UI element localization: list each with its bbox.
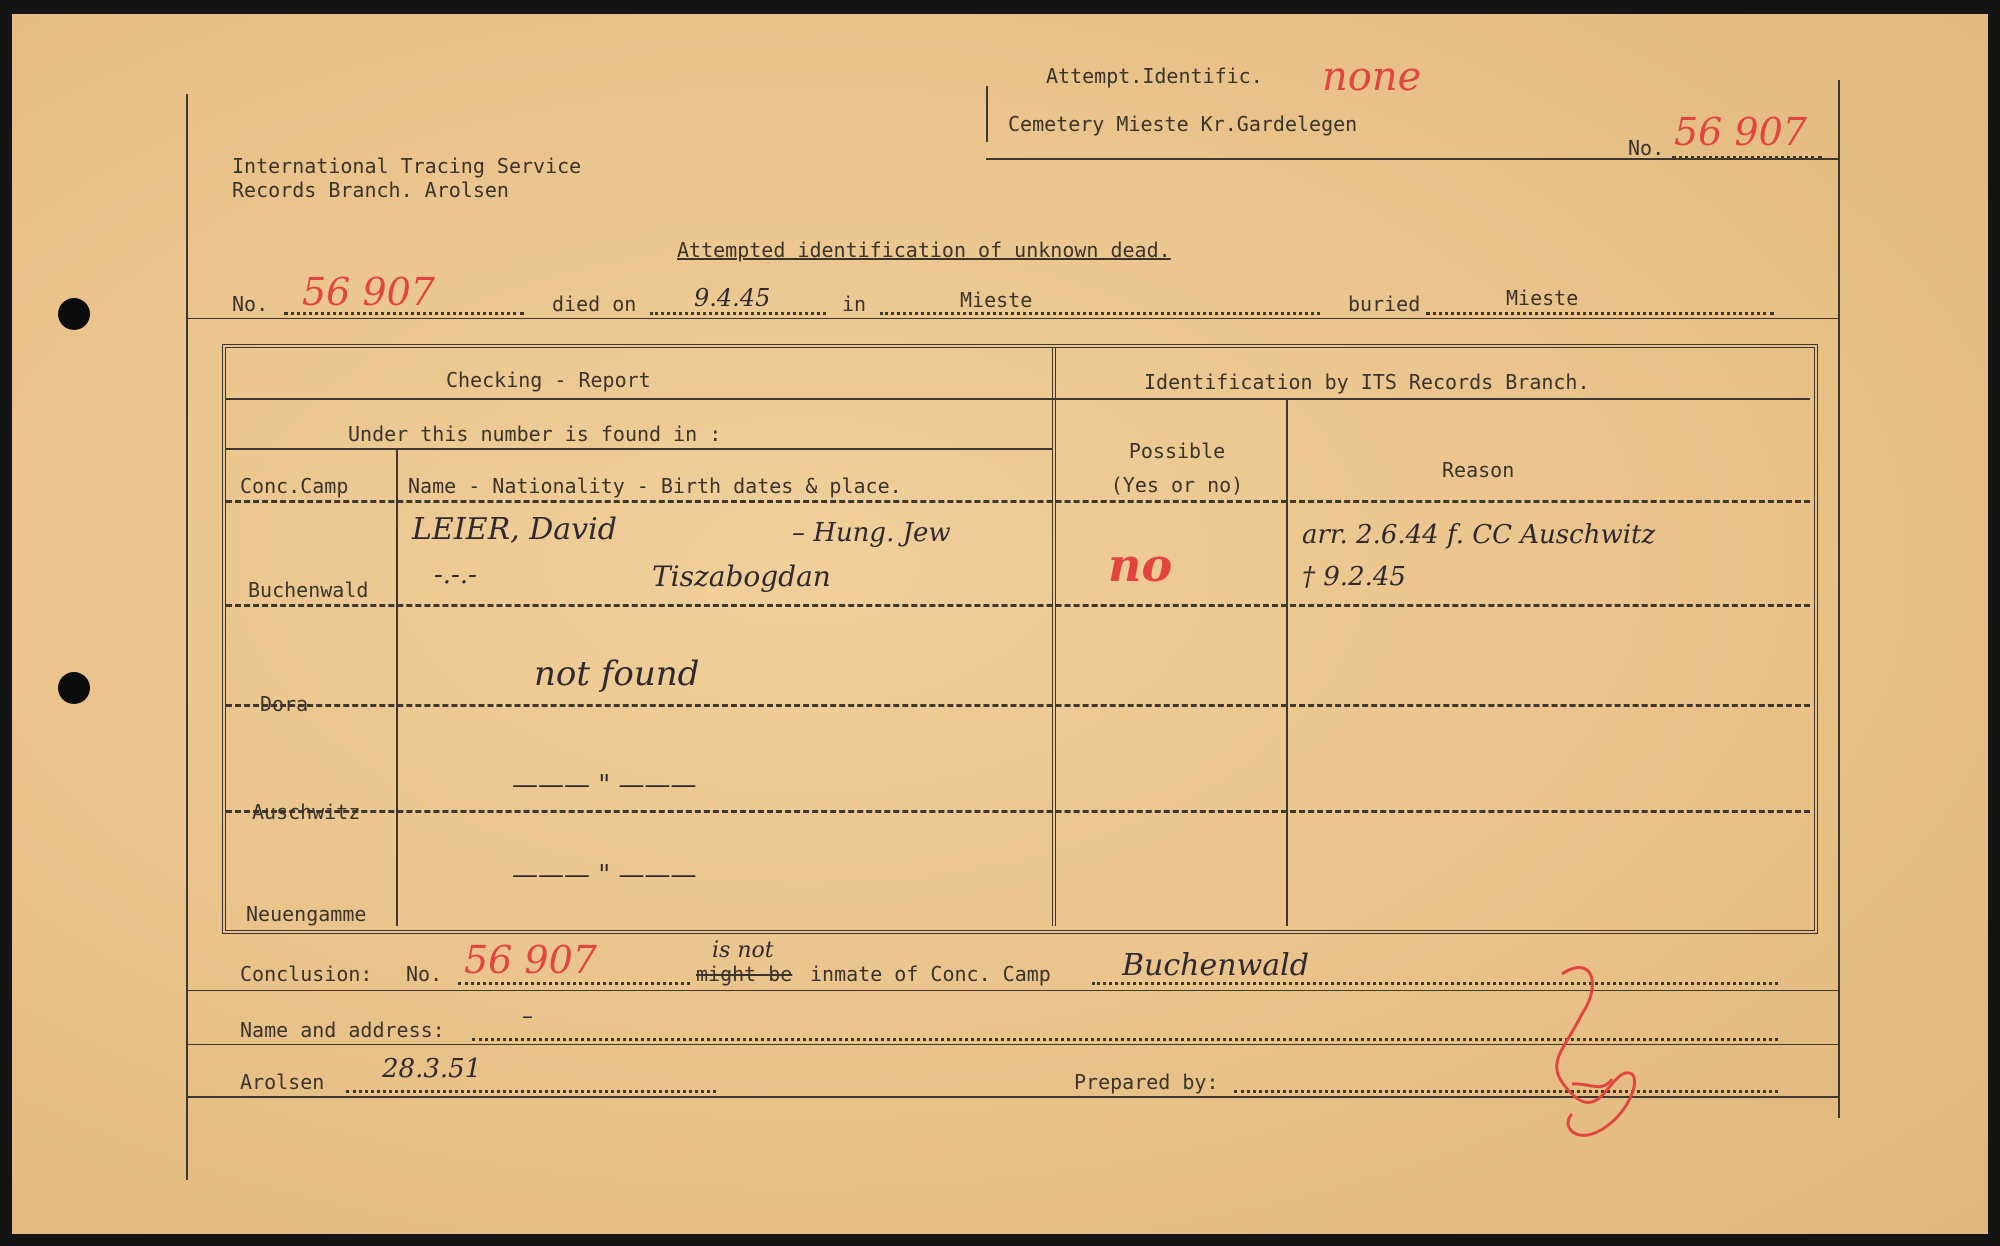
camp-col-divider [396, 448, 398, 926]
in-label: in [842, 292, 867, 316]
checking-report-heading: Checking - Report [446, 368, 651, 392]
conclusion-no-dots [458, 982, 690, 985]
camp-auschwitz: Auschwitz [252, 800, 361, 824]
cemetery-label: Cemetery Mieste Kr.Gardelegen [1008, 112, 1358, 136]
signature-mark [1532, 954, 1652, 1154]
left-border-line [186, 94, 188, 1180]
col-possible-header: Possible (Yes or no) [1110, 439, 1244, 497]
name-address-value: – [522, 1004, 533, 1029]
row2-name: not found [534, 654, 700, 694]
buried-label: buried [1348, 292, 1421, 316]
row1-reason-death: † 9.2.45 [1302, 562, 1406, 592]
heading-row-line [226, 398, 1810, 400]
date-value: 28.3.51 [382, 1054, 482, 1084]
row-line-3 [226, 810, 1810, 813]
died-label: died on [552, 292, 637, 316]
form-title: Attempted identification of unknown dead. [677, 238, 1171, 262]
row-line-2 [226, 704, 1810, 707]
buried-dots [1426, 312, 1774, 315]
buried-value: Mieste [1506, 286, 1579, 310]
arolsen-label: Arolsen [240, 1070, 325, 1094]
conclusion-inserted-text: is not [712, 938, 774, 963]
no-value: 56 907 [302, 270, 435, 314]
row3-name: ——— " ——— [512, 770, 697, 800]
conclusion-no-label: No. [406, 962, 443, 986]
punch-hole-top [58, 298, 90, 330]
header-no-dots [1672, 156, 1822, 159]
row-line-1 [226, 604, 1810, 607]
conclusion-camp-value: Buchenwald [1122, 948, 1309, 983]
header-no-value: 56 907 [1674, 110, 1807, 154]
attempt-value: none [1322, 54, 1422, 100]
row1-nationality: – Hung. Jew [792, 518, 951, 548]
conclusion-label: Conclusion: [240, 962, 373, 986]
under-number-text: Under this number is found in : [348, 422, 722, 446]
conclusion-no-value: 56 907 [464, 938, 597, 982]
row1-name: LEIER, David [412, 512, 617, 547]
died-dots [650, 312, 826, 315]
in-value: Mieste [960, 288, 1033, 312]
camp-buchenwald: Buchenwald [248, 578, 369, 602]
prepared-by-label: Prepared by: [1074, 1070, 1219, 1094]
name-address-label: Name and address: [240, 1018, 445, 1042]
org-branch: Records Branch. Arolsen [232, 178, 509, 202]
camp-dora: Dora [260, 692, 309, 716]
conclusion-struck-text: might be [696, 962, 793, 986]
right-border-line [1838, 80, 1840, 1118]
row1-birthplace: Tiszabogdan [652, 560, 831, 593]
camp-neuengamme: Neuengamme [246, 902, 367, 926]
no-label: No. [232, 292, 269, 316]
row4-name: ——— " ——— [512, 860, 697, 890]
reason-col-divider [1286, 398, 1288, 926]
title-row-line [186, 318, 1838, 319]
org-name: International Tracing Service [232, 154, 582, 178]
row1-birthdate: -.-.- [434, 560, 477, 590]
punch-hole-bottom [58, 672, 90, 704]
conclusion-inmate-text: inmate of Conc. Camp [810, 962, 1051, 986]
identification-heading: Identification by ITS Records Branch. [1144, 370, 1590, 394]
under-number-row-line [226, 448, 1052, 450]
col-reason-header: Reason [1442, 458, 1515, 482]
in-dots [880, 312, 1320, 315]
row1-reason-arrival: arr. 2.6.44 f. CC Auschwitz [1302, 520, 1656, 550]
col-camp-header: Conc.Camp [240, 474, 349, 498]
died-value: 9.4.45 [694, 284, 771, 312]
attempt-label: Attempt.Identific. [1046, 64, 1263, 88]
table-mid-divider [1052, 348, 1056, 926]
header-no-label: No. [1628, 136, 1665, 160]
col-name-header: Name - Nationality - Birth dates & place. [408, 474, 902, 498]
column-header-line [226, 500, 1810, 503]
arolsen-dots [346, 1090, 716, 1093]
prepared-by-dots [1234, 1090, 1778, 1093]
index-card [12, 14, 1988, 1234]
header-box-left-line [986, 86, 988, 142]
row1-possible: no [1108, 538, 1173, 592]
